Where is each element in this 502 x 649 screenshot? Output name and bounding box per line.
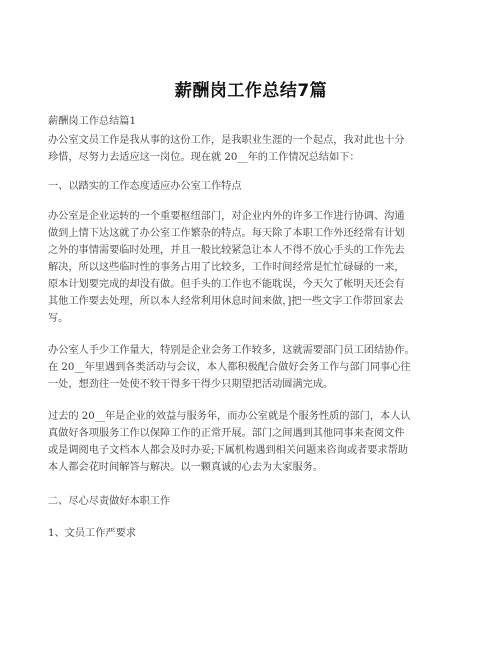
intro-line: 珍惜，尽努力去适应这一岗位。现在就 20__年的工作情况总结如下： [48,152,360,163]
section-heading-2: 二、尽心尽责做好本职工作 [48,496,171,507]
paragraph-line: 原本计划要完成的却没有做。但手头的工作也不能耽误，今天欠了帐明天还会有 [48,279,405,290]
paragraph-line: 写。 [48,313,69,324]
paragraph-line: 过去的 20__年是企业的效益与服务年，而办公室就是个服务性质的部门，本人认 [48,411,411,422]
document-subtitle: 薪酬岗工作总结篇1 [48,116,136,127]
paragraph-line: 在 20__年里遇到各类活动与会议，本人都积极配合做好会务工作与部门同事心往 [48,362,411,373]
intro-line: 办公室文员工作是我从事的这份工作，是我职业生涯的一个起点，我对此也十分 [48,135,405,146]
subsection-heading: 1、文员工作严要求 [48,528,136,539]
document-title: 薪酬岗工作总结7篇 [174,81,328,101]
section-heading-1: 一、以踏实的工作态度适应办公室工作特点 [48,181,242,192]
paragraph-line: 做到上情下达这就了办公室工作繁杂的特点。每天除了本职工作外还经常有计划 [48,228,405,239]
paragraph-line: 办公室人手少工作量大，特别是企业会务工作较多，这就需要部门员工团结协作。 [48,345,415,356]
paragraph-line: 真做好各项服务工作以保障工作的正常开展。部门之间遇到其他同事来查阅文件 [48,428,405,439]
paragraph-line: 一处，想劲往一处使不较干得多干得少只期望把活动圆满完成。 [48,379,334,390]
paragraph-line: 或是调阅电子文档本人都会及时办妥;下属机构遇到相关问题来咨询或者要求帮助 [48,445,408,456]
paragraph-line: 办公室是企业运转的一个重要枢纽部门，对企业内外的许多工作进行协调、沟通 [48,211,405,222]
paragraph-line: 其他工作要去处理，所以本人经常利用休息时间来做，]把一些文字工作带回家去 [48,296,404,307]
paragraph-line: 本人都会花时间解答与解决。以一颗真诚的心去为大家服务。 [48,462,324,473]
paragraph-line: 之外的事情需要临时处理，并且一般比较紧急让本人不得不放心手头的工作先去 [48,245,405,256]
paragraph-line: 解决，所以这些临时性的事务占用了比较多，工作时间经常是忙忙碌碌的一来， [48,262,405,273]
